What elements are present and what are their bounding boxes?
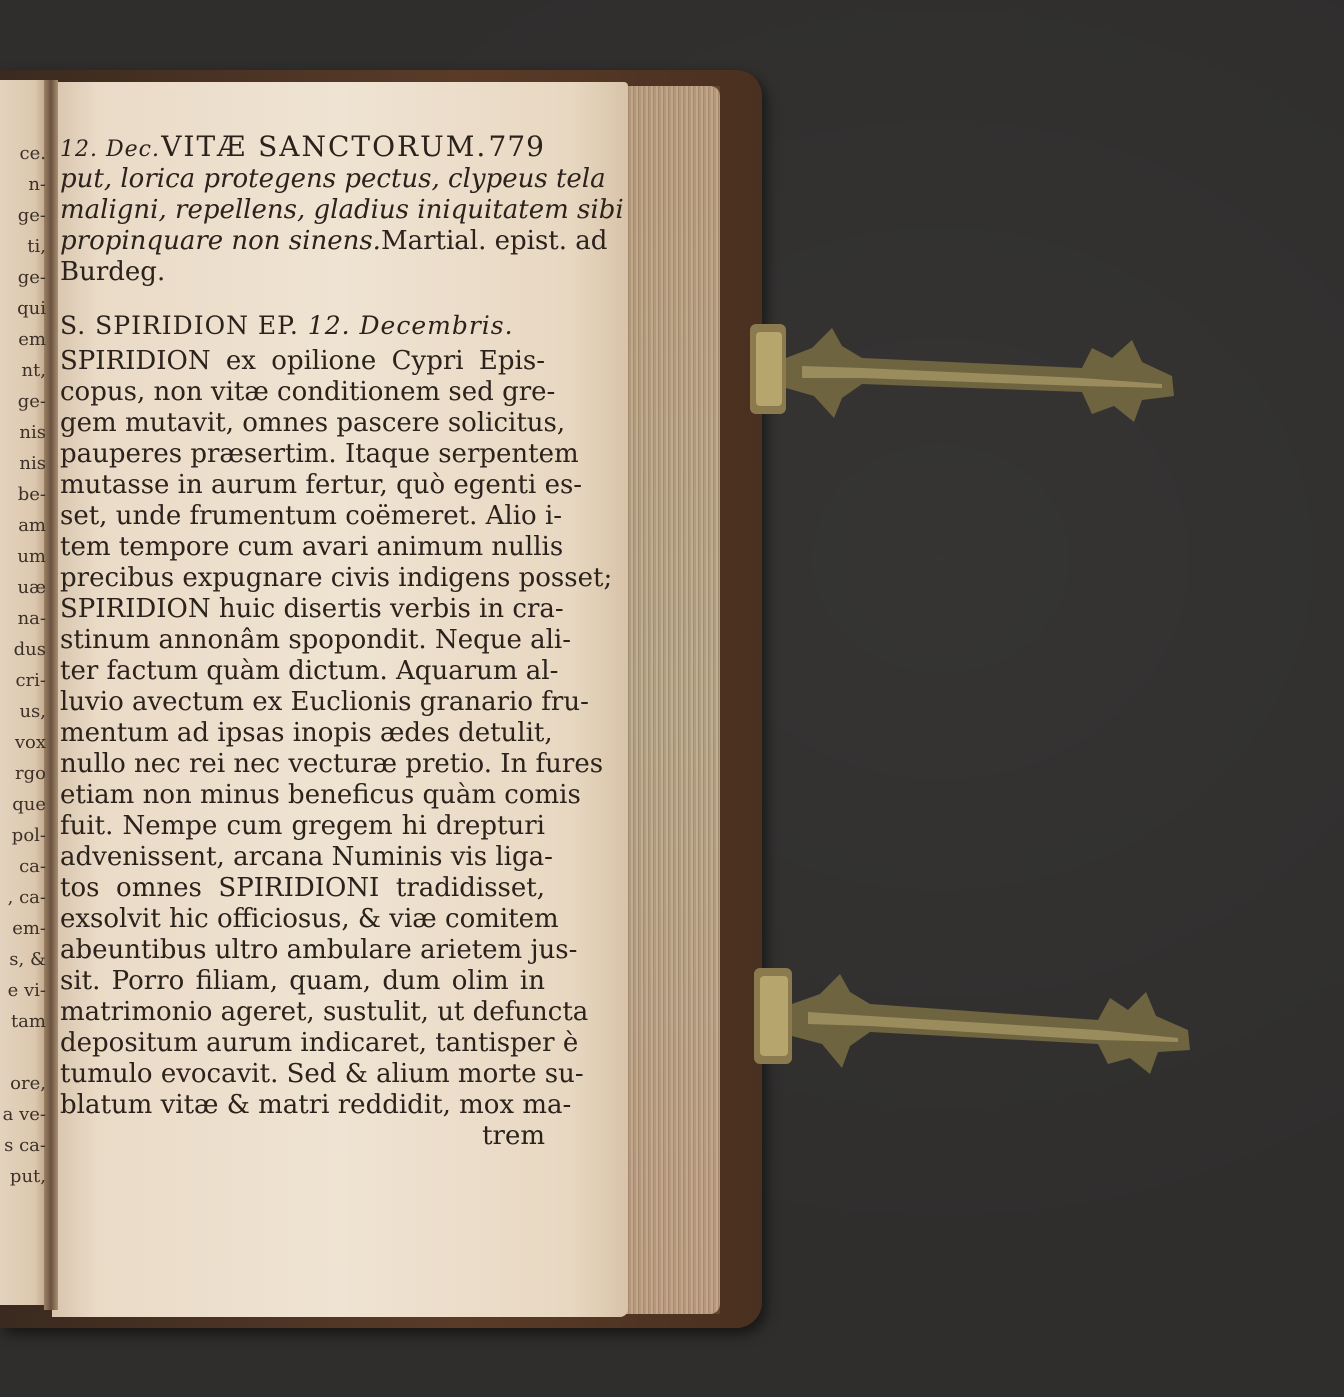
left-page-fragment: rgo: [15, 763, 46, 784]
left-page-fragment: em-: [12, 918, 46, 939]
body-line: matrimonio ageret, sustulit, ut defuncta: [60, 997, 589, 1027]
body-line: pauperes præsertim. Itaque serpentem: [60, 439, 579, 469]
body-line: depositum aurum indicaret, tantisper è: [60, 1028, 579, 1058]
body-line: SPIRIDION huic disertis verbis in cra-: [60, 594, 564, 624]
left-page-fragment: que: [12, 794, 46, 815]
left-page-fragment: n-: [28, 174, 46, 195]
left-page-fragment: am: [18, 515, 46, 536]
book-gutter: [44, 80, 58, 1310]
body-line: ter factum quàm dictum. Aquarum al-: [60, 656, 559, 686]
left-page-fragment: nis: [19, 422, 46, 443]
body-line-first: SPIRIDION ex opilione Cypri Epis-: [60, 346, 545, 376]
left-page-fragment: us,: [19, 701, 46, 722]
body-line: tem tempore cum avari animum nullis: [60, 532, 564, 562]
header-date: 12. Dec.: [60, 137, 160, 162]
left-page-fragment: vox: [14, 732, 46, 753]
body-line: copus, non vitæ conditionem sed gre-: [60, 377, 556, 407]
body-line: precibus expugnare civis indigens posset;: [60, 563, 613, 593]
page-number: 779: [488, 130, 545, 163]
left-page-fragment: be-: [17, 484, 46, 505]
body-line: advenissent, arcana Numinis vis liga-: [60, 842, 553, 872]
intro-line: [60, 226, 608, 257]
running-title: VITÆ SANCTORUM.: [161, 130, 488, 163]
body-line: nullo nec rei nec vecturæ pretio. In fures: [60, 749, 604, 779]
left-page-fragment: ge-: [17, 267, 46, 288]
left-page-fragment: ore,: [10, 1073, 46, 1094]
left-page-fragment: cri-: [15, 670, 46, 691]
body-line: tos omnes SPIRIDIONI tradidisset,: [60, 873, 545, 903]
saint-name: S. SPIRIDION EP.: [60, 311, 299, 340]
left-page-fragment: ge-: [17, 391, 46, 412]
left-page-fragment: nt,: [21, 360, 46, 381]
left-page-fragment: , ca-: [7, 887, 46, 908]
left-page-text: [2, 138, 46, 1192]
body-line: etiam non minus beneficus quàm comis: [60, 780, 581, 810]
page-text: [60, 130, 624, 1152]
left-page-fragment: qui: [17, 298, 46, 319]
feast-date: 12. Decembris.: [307, 311, 514, 340]
left-page-fragment: [2, 1037, 46, 1068]
body-line: gem mutavit, omnes pascere solicitus,: [60, 408, 566, 438]
left-page-fragment: ti,: [27, 236, 46, 257]
body-line: sit. Porro filiam, quam, dum olim in: [60, 966, 545, 996]
lower-clasp: [748, 960, 1198, 1080]
body-line: stinum annonâm spopondit. Neque ali-: [60, 625, 572, 655]
body-line: blatum vitæ & matri reddidit, mox ma-: [60, 1090, 572, 1120]
page-header: [60, 130, 545, 164]
body-line: tumulo evocavit. Sed & alium morte su-: [60, 1059, 584, 1089]
left-page-fragment: uæ: [17, 577, 46, 598]
body-line: set, unde frumentum coëmeret. Alio i-: [60, 501, 563, 531]
intro-line: put, lorica protegens pectus, clypeus tela: [60, 164, 606, 194]
left-page-fragment: um: [17, 546, 46, 567]
body-line: abeuntibus ultro ambulare arietem jus-: [60, 935, 578, 965]
catchword: trem: [482, 1121, 545, 1151]
left-page-fragment: e vi-: [7, 980, 46, 1001]
body-line: exsolvit hic officiosus, & viæ comitem: [60, 904, 559, 934]
left-page-fragment: pol-: [11, 825, 46, 846]
left-page-fragment: s, &: [9, 949, 46, 970]
page-edges: [624, 86, 720, 1314]
left-page-fragment: s ca-: [4, 1135, 46, 1156]
left-page-fragment: dus: [13, 639, 46, 660]
left-page-fragment: tam: [10, 1011, 46, 1032]
left-page-fragment: a ve-: [2, 1104, 46, 1125]
left-page-fragment: na-: [17, 608, 46, 629]
left-page-fragment: put,: [9, 1166, 46, 1187]
left-page-fragment: ca-: [19, 856, 46, 877]
intro-line: maligni, repellens, gladius iniquitatem sibi: [60, 195, 624, 225]
intro-italic: propinquare non sinens.: [60, 226, 381, 256]
upper-clasp: [742, 318, 1182, 428]
body-line: luvio avectum ex Euclionis granario fru-: [60, 687, 589, 717]
left-page-fragment: ge-: [17, 205, 46, 226]
body-line: mentum ad ipsas inopis ædes detulit,: [60, 718, 553, 748]
body-text: [60, 346, 613, 1121]
body-line: fuit. Nempe cum gregem hi drepturi: [60, 811, 545, 841]
intro-line: Burdeg.: [60, 257, 166, 287]
section-heading: [60, 306, 545, 346]
intro-citation: Martial. epist. ad: [380, 226, 608, 256]
body-line: mutasse in aurum fertur, quò egenti es-: [60, 470, 583, 500]
left-page-fragment: nis: [19, 453, 46, 474]
left-page-fragment: em: [18, 329, 46, 350]
left-page-fragment: ce.: [19, 143, 46, 164]
